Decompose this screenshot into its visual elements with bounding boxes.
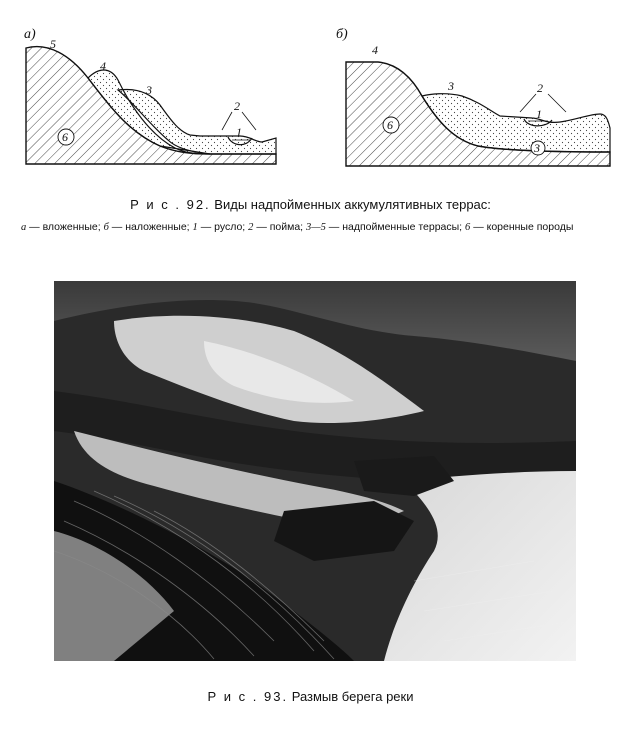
label-6-a: 6 (62, 130, 68, 144)
label-1-a: 1 (236, 125, 242, 139)
figure-92-caption-text: Виды надпойменных аккумулятивных террас: (214, 197, 491, 212)
legend-text-1: — русло; (200, 221, 246, 233)
label-5-a: 5 (50, 37, 56, 51)
label-1-b: 1 (536, 107, 542, 121)
figure-92-caption-prefix: Р и с . 92. (130, 197, 211, 212)
label-6-b: 6 (387, 118, 393, 132)
legend-text-3-5: — надпойменные террасы; (328, 221, 463, 233)
legend-key-6: 6 (465, 222, 471, 233)
panel-b-diagram (336, 27, 610, 166)
panel-a-letter: а) (24, 27, 36, 42)
legend-key-1: 1 (192, 222, 198, 233)
label-3-a: 3 (146, 83, 152, 97)
legend-text-2: — пойма; (256, 221, 304, 233)
figure-93-caption-prefix: Р и с . 93. (207, 689, 289, 704)
legend-key-a: а (21, 222, 27, 233)
legend-text-6: — коренные породы (473, 221, 574, 233)
label-3-circled-b: 3 (534, 141, 540, 155)
legend-key-3-5: 3—5 (306, 222, 326, 233)
label-2-a: 2 (234, 99, 240, 113)
figure-92-legend (21, 221, 607, 234)
legend-key-2: 2 (248, 222, 254, 233)
figure-93-caption (0, 689, 621, 704)
label-4-a: 4 (100, 59, 106, 73)
figure-92-caption (0, 197, 621, 212)
legend-text-b: — наложенные; (111, 221, 190, 233)
label-4-b: 4 (372, 43, 378, 57)
riverbank-erosion-photo (54, 281, 576, 661)
figure-93-caption-text: Размыв берега реки (291, 689, 414, 704)
terrace-diagrams (0, 0, 621, 190)
legend-key-b: б (103, 222, 109, 233)
panel-a-diagram (24, 27, 276, 164)
panel-b-letter: б) (336, 27, 348, 42)
legend-text-a: — вложенные; (29, 221, 101, 233)
label-3-b: 3 (448, 79, 454, 93)
label-2-b: 2 (537, 81, 543, 95)
